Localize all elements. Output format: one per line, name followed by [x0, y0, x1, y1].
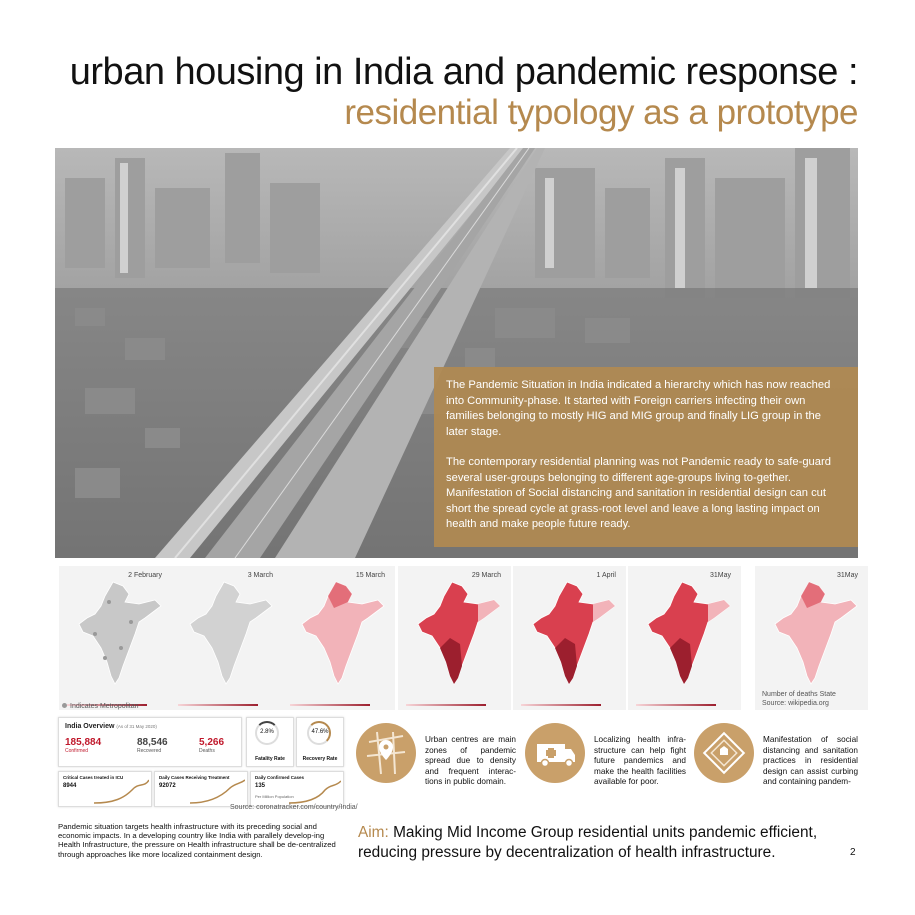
india-outline — [761, 574, 861, 692]
india-map-6 — [628, 566, 741, 710]
feature-text-urban: Urban centres are main zones of pandemic spread due to density and frequent interac-tions in public domain. — [425, 735, 516, 787]
feature-text-residential: Manifestation of social distancing and sanitation practices in residential design can assist curbing and containing pandem- — [763, 735, 858, 787]
map-date-label: 31May — [836, 572, 858, 579]
overview-title: India Overview — [65, 723, 115, 730]
map-scale-bar — [521, 704, 601, 706]
treatment-title: Daily Cases Receiving Treatment — [159, 775, 230, 780]
india-outline — [634, 574, 734, 692]
health-infrastructure-paragraph: Pandemic situation targets health infrastructure with its preceding social and economic impacts. In a developing country like India with parallely develop-ing Health Infrastructure, the pressure on Health infrastructure shall be de-centralized through approaches like more localized containment design. — [58, 822, 336, 859]
map-scale-bar — [290, 704, 370, 706]
feature-text-health: Localizing health infra-structure can help fight future pandemics and make the health facilities available for poor. — [594, 735, 686, 787]
aim-text: Making Mid Income Group residential units pandemic efficient, reducing pressure by decentralization of health infrastructure. — [358, 824, 818, 861]
metro-legend — [62, 703, 138, 710]
page-subtitle: residential typology as a prototype — [344, 93, 858, 132]
india-outline — [404, 574, 504, 692]
treatment-sparkline — [190, 778, 245, 804]
fatality-label: Fatality Rate — [255, 756, 285, 762]
ambulance-icon — [524, 722, 586, 784]
pandemic-situation-textbox — [434, 367, 858, 547]
metro-dot — [103, 656, 107, 660]
overlay-paragraph-1: The Pandemic Situation in India indicated a hierarchy which has now reached into Community-phase. It started with Foreign carriers infecting their own families belonging to mostly HIG and MIG group and finally LIG group in the later stage. — [446, 379, 831, 438]
metro-dot — [93, 632, 97, 636]
icu-card — [58, 771, 152, 807]
confirmed-label: Confirmed — [65, 748, 89, 754]
map-scale-bar — [178, 704, 258, 706]
metro-dot — [119, 646, 123, 650]
deaths-note-line1: Number of deaths State — [762, 691, 836, 698]
india-map-4 — [398, 566, 511, 710]
daily-value: 135 — [255, 783, 266, 789]
daily-title: Daily Confirmed Cases — [255, 775, 305, 780]
india-map-5 — [513, 566, 626, 710]
treatment-card — [154, 771, 248, 807]
india-map-7 — [755, 566, 868, 710]
india-map-1 — [59, 566, 172, 710]
map-date-label: 2 February — [128, 572, 162, 579]
icu-sparkline — [94, 778, 149, 804]
fatality-pct: 2.8% — [260, 729, 274, 735]
map-scale-bar — [636, 704, 716, 706]
daily-sub: Per Million Population — [255, 794, 294, 799]
india-map-3 — [282, 566, 395, 710]
coronatracker-source: Source: coronatracker.com/country/India/ — [230, 804, 358, 811]
housing-hand-icon — [693, 722, 755, 784]
city-map-pin-icon — [355, 722, 417, 784]
map-date-label: 1 April — [596, 572, 616, 579]
india-outline — [65, 574, 165, 692]
map-date-label: 29 March — [471, 572, 501, 579]
metro-dot — [107, 600, 111, 604]
india-map-2 — [170, 566, 283, 710]
daily-sparkline — [289, 778, 341, 804]
india-overview-dashboard — [58, 717, 344, 809]
recovery-label: Recovery Rate — [302, 756, 338, 762]
india-outline — [519, 574, 619, 692]
india-outline — [176, 574, 276, 692]
confirmed-value: 185,884 — [65, 737, 102, 748]
deaths-value: 5,266 — [199, 737, 225, 748]
metro-legend-label: Indicates Metropolitan — [70, 703, 139, 710]
page-number: 2 — [850, 847, 856, 858]
recovery-pct: 47.6% — [311, 729, 329, 735]
daily-confirmed-card — [250, 771, 344, 807]
recovered-label: Recovered — [137, 748, 162, 754]
overview-asof: (As of 31 May 2020) — [116, 724, 157, 729]
map-scale-bar — [406, 704, 486, 706]
aim-label: Aim: — [358, 824, 389, 841]
icu-title: Critical Cases treated in ICU — [63, 775, 124, 780]
recovered-value: 88,546 — [137, 737, 168, 748]
deaths-label: Deaths — [199, 748, 215, 754]
page-title: urban housing in India and pandemic response : — [69, 51, 858, 93]
deaths-source-note — [762, 690, 836, 708]
fatality-rate-card — [246, 717, 294, 767]
map-date-label: 31May — [709, 572, 731, 579]
treatment-value: 92072 — [159, 783, 176, 789]
overview-card — [58, 717, 242, 767]
map-date-label: 15 March — [355, 572, 385, 579]
india-outline — [288, 574, 388, 692]
icu-value: 8944 — [63, 783, 77, 789]
overlay-paragraph-2: The contemporary residential planning was not Pandemic ready to safe-guard several user-groups belonging to different age-groups living to-gether. Manifestation of Social distancing and sanitation in residential design can cut short the spread cycle at grass-root level and leave a long lasting impact on health and make people future ready. — [446, 456, 831, 530]
map-date-label: 3 March — [247, 572, 273, 579]
deaths-note-line2: Source: wikipedia.org — [762, 700, 829, 707]
recovery-rate-card — [296, 717, 344, 767]
aim-statement — [358, 823, 858, 863]
metro-dot-icon — [62, 703, 67, 708]
metro-dot — [129, 620, 133, 624]
